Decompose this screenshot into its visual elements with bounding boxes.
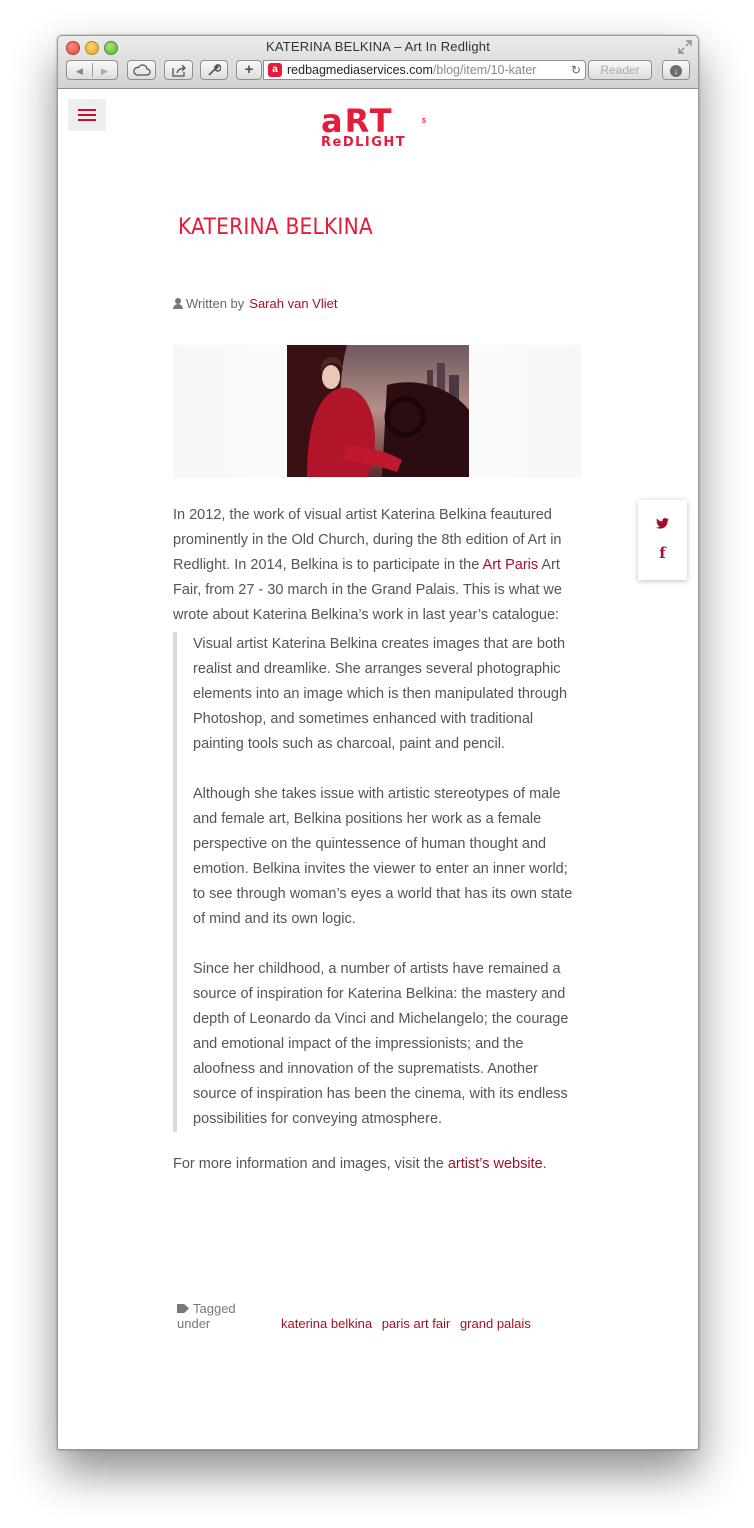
back-button[interactable]: ◀ — [76, 66, 83, 76]
tags-label-line1: Tagged — [193, 1301, 236, 1316]
tags-label-line2: under — [177, 1316, 211, 1331]
author-link[interactable]: Sarah van Vliet — [249, 296, 338, 311]
byline-prefix: Written by — [186, 296, 245, 311]
article-title: KATERINA BELKINA — [178, 215, 373, 240]
hamburger-menu-button[interactable] — [68, 99, 106, 131]
page-content — [58, 89, 698, 1449]
art-paris-link[interactable]: Art Paris — [482, 557, 539, 573]
tag-list — [281, 1316, 537, 1331]
article-image-container — [173, 345, 581, 478]
article-intro — [173, 503, 583, 628]
icloud-tabs-button[interactable] — [127, 60, 156, 80]
tag-link[interactable]: paris art fair — [381, 1316, 451, 1331]
social-share-box — [638, 500, 687, 580]
twitter-icon — [656, 518, 669, 529]
wrench-icon — [207, 63, 221, 77]
add-bookmark-button[interactable]: + — [236, 60, 262, 80]
cloud-icon — [133, 64, 151, 76]
more-info-paragraph — [173, 1152, 547, 1177]
address-bar[interactable] — [263, 60, 586, 80]
reader-button[interactable]: Reader — [588, 60, 652, 80]
twitter-share-button[interactable] — [638, 516, 687, 534]
logo-sup-text: 5 — [422, 118, 426, 125]
more-info-suffix: . — [542, 1156, 547, 1172]
share-button[interactable] — [164, 60, 193, 80]
user-icon — [173, 298, 183, 309]
window-title: KATERINA BELKINA – Art In Redlight — [265, 39, 491, 54]
reload-icon[interactable]: ↻ — [570, 63, 581, 77]
url-path: /blog/item/10-kater — [432, 63, 537, 77]
tag-icon — [177, 1304, 189, 1313]
share-icon — [171, 64, 187, 77]
site-favicon-icon: a — [268, 63, 282, 77]
browser-window — [57, 35, 699, 1450]
back-forward-buttons — [66, 60, 118, 80]
quote-paragraph: Since her childhood, a number of artists have remained a source of inspiration for Katerina Belkina: the mastery and depth of Leonardo da Vinci and Michelangelo; the courage and emotional impact of the impressionists; and the aloofness and innovation of the suprematists. Another source of inspiration has been the cinema, with its endless possibilities for conveying atmosphere. — [193, 961, 569, 1127]
url-host: redbagmediaservices.com — [287, 63, 433, 77]
downloads-button[interactable] — [662, 60, 690, 80]
intro-text-2: Art Fair, from 27 - 30 march in the Grand Palais. This is what we wrote about Katerina Belkina’s work in last year’s catalogue: — [173, 557, 562, 623]
site-logo[interactable] — [321, 102, 436, 154]
tag-link[interactable]: katerina belkina — [281, 1316, 373, 1331]
byline — [173, 296, 337, 311]
artwork-photo[interactable] — [287, 345, 469, 477]
blockquote — [173, 632, 583, 1132]
fullscreen-icon[interactable] — [678, 40, 692, 54]
forward-button[interactable]: ▶ — [101, 66, 108, 76]
more-info-prefix: For more information and images, visit the — [173, 1156, 448, 1172]
download-icon: ↓ — [670, 65, 682, 77]
quote-paragraph: Although she takes issue with artistic stereotypes of male and female art, Belkina positions her work as a female perspective on the quintessence of human thought and emotion. Belkina invites the viewer to enter an inner world; to see through woman’s eyes a world that has its own state of mind and its own logic. — [193, 786, 573, 927]
tag-link[interactable]: grand palais — [459, 1316, 531, 1331]
title-bar — [58, 36, 698, 89]
bookmarks-button[interactable] — [200, 60, 228, 80]
logo-main-text: aRT — [321, 102, 394, 140]
tags-label — [177, 1301, 257, 1331]
facebook-share-button[interactable] — [638, 544, 687, 562]
intro-text-1: In 2012, the work of visual artist Katerina Belkina feautured prominently in the Old Church, during the 8th edition of Art in Redlight. In 2014, Belkina is to participate in the — [173, 507, 562, 573]
quote-paragraph: Visual artist Katerina Belkina creates images that are both realist and dreamlike. She arranges several photographic elements into an image which is then manipulated through Photoshop, and sometimes enhanced with traditional painting tools such as charcoal, paint and pencil. — [193, 636, 568, 752]
facebook-icon: f — [659, 544, 666, 562]
artist-website-link[interactable]: artist’s website — [447, 1156, 543, 1172]
logo-sub-text: ReDLIGHT — [321, 135, 407, 150]
